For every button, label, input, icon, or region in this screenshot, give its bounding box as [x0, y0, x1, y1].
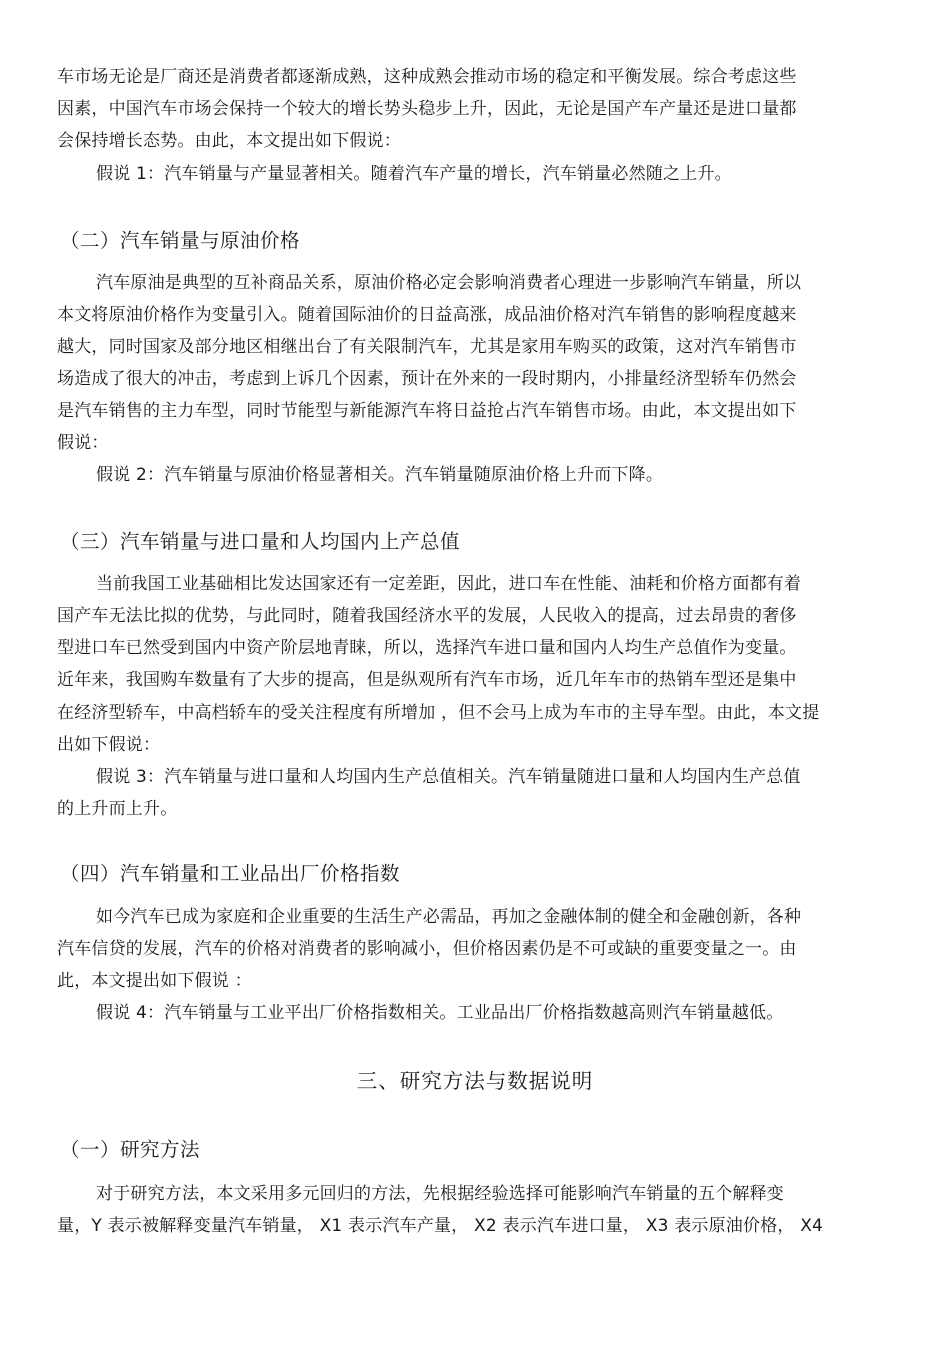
hypothesis-3-continued: 的上升而上升。 — [57, 799, 178, 819]
paragraph-line: 此，本文提出如下假说 ： — [57, 971, 252, 991]
paragraph-line: 本文将原油价格作为变量引入。随着国际油价的日益高涨，成品油价格对汽车销售的影响程度越来 — [57, 305, 797, 325]
paragraph-line: 量，Y 表示被解释变量汽车销量， X1 表示汽车产量， X2 表示汽车进口量， X3 表示原油价格， X4 — [57, 1216, 824, 1236]
paragraph-line: 会保持增长态势。由此，本文提出如下假说： — [57, 131, 401, 151]
paragraph-line: 出如下假说： — [57, 735, 161, 755]
hypothesis-2: 假说 2：汽车销量与原油价格显著相关。汽车销量随原油价格上升而下降。 — [96, 465, 664, 485]
hypothesis-1: 假说 1：汽车销量与产量显著相关。随着汽车产量的增长，汽车销量必然随之上升。 — [96, 164, 732, 184]
chapter-title: 三、研究方法与数据说明 — [356, 1069, 594, 1093]
paragraph-line: 越大，同时国家及部分地区相继出台了有关限制汽车，尤其是家用车购买的政策，这对汽车销售市 — [57, 337, 797, 357]
paragraph-line: 型进口车已然受到国内中资产阶层地青睐，所以，选择汽车进口量和国内人均生产总值作为变量。 — [57, 638, 797, 658]
section-heading-4: （四）汽车销量和工业品出厂价格指数 — [60, 862, 401, 885]
paragraph-line: 对于研究方法，本文采用多元回归的方法，先根据经验选择可能影响汽车销量的五个解释变 — [96, 1184, 784, 1204]
paragraph-line: 假说： — [57, 433, 109, 453]
paragraph-line: 汽车信贷的发展，汽车的价格对消费者的影响减小，但价格因素仍是不可或缺的重要变量之一。由 — [57, 939, 797, 959]
paragraph-line: 当前我国工业基础相比发达国家还有一定差距，因此，进口车在性能、油耗和价格方面都有着 — [96, 574, 802, 594]
section-heading-3: （三）汽车销量与进口量和人均国内上产总值 — [60, 530, 461, 553]
hypothesis-3: 假说 3：汽车销量与进口量和人均国内生产总值相关。汽车销量随进口量和人均国内生产总值 — [96, 767, 801, 787]
paragraph-line: 近年来，我国购车数量有了大步的提高，但是纵观所有汽车市场，近几年车市的热销车型还是集中 — [57, 670, 797, 690]
paragraph-line: 汽车原油是典型的互补商品关系，原油价格必定会影响消费者心理进一步影响汽车销量，所以 — [96, 273, 802, 293]
paragraph-line: 车市场无论是厂商还是消费者都逐渐成熟，这种成熟会推动市场的稳定和平衡发展。综合考虑这些 — [57, 67, 797, 87]
paragraph-line: 场造成了很大的冲击，考虑到上诉几个因素，预计在外来的一段时期内，小排量经济型轿车仍然会 — [57, 369, 797, 389]
paragraph-line: 如今汽车已成为家庭和企业重要的生活生产必需品，再加之金融体制的健全和金融创新，各种 — [96, 907, 802, 927]
paragraph-line: 国产车无法比拟的优势，与此同时，随着我国经济水平的发展，人民收入的提高，过去昂贵的奢侈 — [57, 606, 797, 626]
subsection-heading: （一）研究方法 — [60, 1138, 201, 1161]
hypothesis-4: 假说 4：汽车销量与工业平出厂价格指数相关。工业品出厂价格指数越高则汽车销量越低。 — [96, 1003, 784, 1023]
paragraph-line: 在经济型轿车，中高档轿车的受关注程度有所增加 ，但不会马上成为车市的主导车型。由此，本文提 — [57, 703, 820, 723]
paragraph-line: 是汽车销售的主力车型，同时节能型与新能源汽车将日益抢占汽车销售市场。由此，本文提出如下 — [57, 401, 797, 421]
section-heading-2: （二）汽车销量与原油价格 — [60, 229, 301, 252]
paragraph-line: 因素，中国汽车市场会保持一个较大的增长势头稳步上升，因此，无论是国产车产量还是进口量都 — [57, 99, 797, 119]
